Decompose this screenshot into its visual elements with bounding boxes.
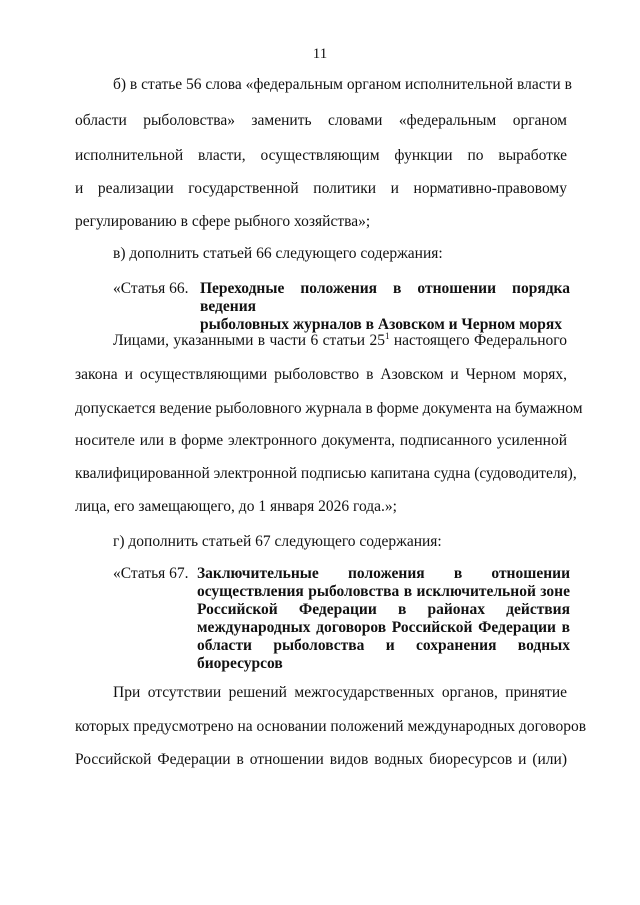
article-66-label: «Статья 66.	[113, 280, 189, 297]
article-66-para-line-1-tail: настоящего Федерального	[389, 332, 567, 349]
article-67-para-line-2: которых предусмотрено на основании положений международных договоров	[75, 718, 587, 735]
article-66-title-line-2: рыболовных журналов в Азовском и Черном морях	[200, 316, 562, 333]
article-66-para-line-4: носителе или в форме электронного документа, подписанного усиленной	[75, 432, 567, 449]
article-67-title	[197, 565, 570, 673]
article-66-para-line-2: закона и осуществляющими рыболовство в Азовском и Черном морях,	[75, 366, 567, 383]
article-67-para-line-3: Российской Федерации в отношении видов водных биоресурсов и (или)	[75, 751, 567, 768]
article-67-label: «Статья 67.	[113, 565, 189, 582]
article-66-para-line-1-text: Лицами, указанными в части 6 статьи 25	[113, 332, 385, 349]
article-67-title-line-5: области рыболовства и сохранения водных	[197, 637, 570, 654]
item-b-line-5: регулированию в сфере рыбного хозяйства»;	[75, 213, 371, 230]
item-b-line-4: и реализации государственной политики и нормативно-правовому	[75, 180, 567, 197]
article-67-title-line-4: международных договоров Российской Федерации в	[197, 619, 570, 636]
article-66-title	[200, 280, 570, 334]
item-b-line-1: б) в статье 56 слова «федеральным органом исполнительной власти в	[113, 76, 572, 93]
article-66-para-line-1	[113, 331, 567, 351]
article-66-para-line-1-superscript: 1	[384, 331, 390, 341]
article-66-title-line-1: Переходные положения в отношении порядка ведения	[200, 280, 570, 315]
article-67-para-line-1: При отсутствии решений межгосударственных органов, принятие	[113, 684, 567, 701]
item-b-line-3: исполнительной власти, осуществляющим функции по выработке	[75, 147, 567, 164]
article-67-title-line-6: биоресурсов	[197, 655, 283, 672]
article-67-title-line-3: Российской Федерации в районах действия	[197, 601, 570, 618]
article-66-para-line-5: квалифицированной электронной подписью капитана судна (судоводителя),	[75, 465, 577, 482]
article-66-para-line-6: лица, его замещающего, до 1 января 2026 года.»;	[75, 498, 397, 515]
item-b-line-2: области рыболовства» заменить словами «федеральным органом	[75, 112, 567, 129]
article-67-title-line-1: Заключительные положения в отношении	[197, 565, 570, 582]
article-67-title-line-2: осуществления рыболовства в исключительной зоне	[197, 583, 570, 600]
item-v-text: в) дополнить статьей 66 следующего содержания:	[113, 245, 443, 262]
article-66-para-line-3: допускается ведение рыболовного журнала в форме документа на бумажном	[75, 400, 583, 417]
page-number: 11	[312, 46, 328, 62]
item-g-text: г) дополнить статьей 67 следующего содержания:	[113, 533, 442, 550]
